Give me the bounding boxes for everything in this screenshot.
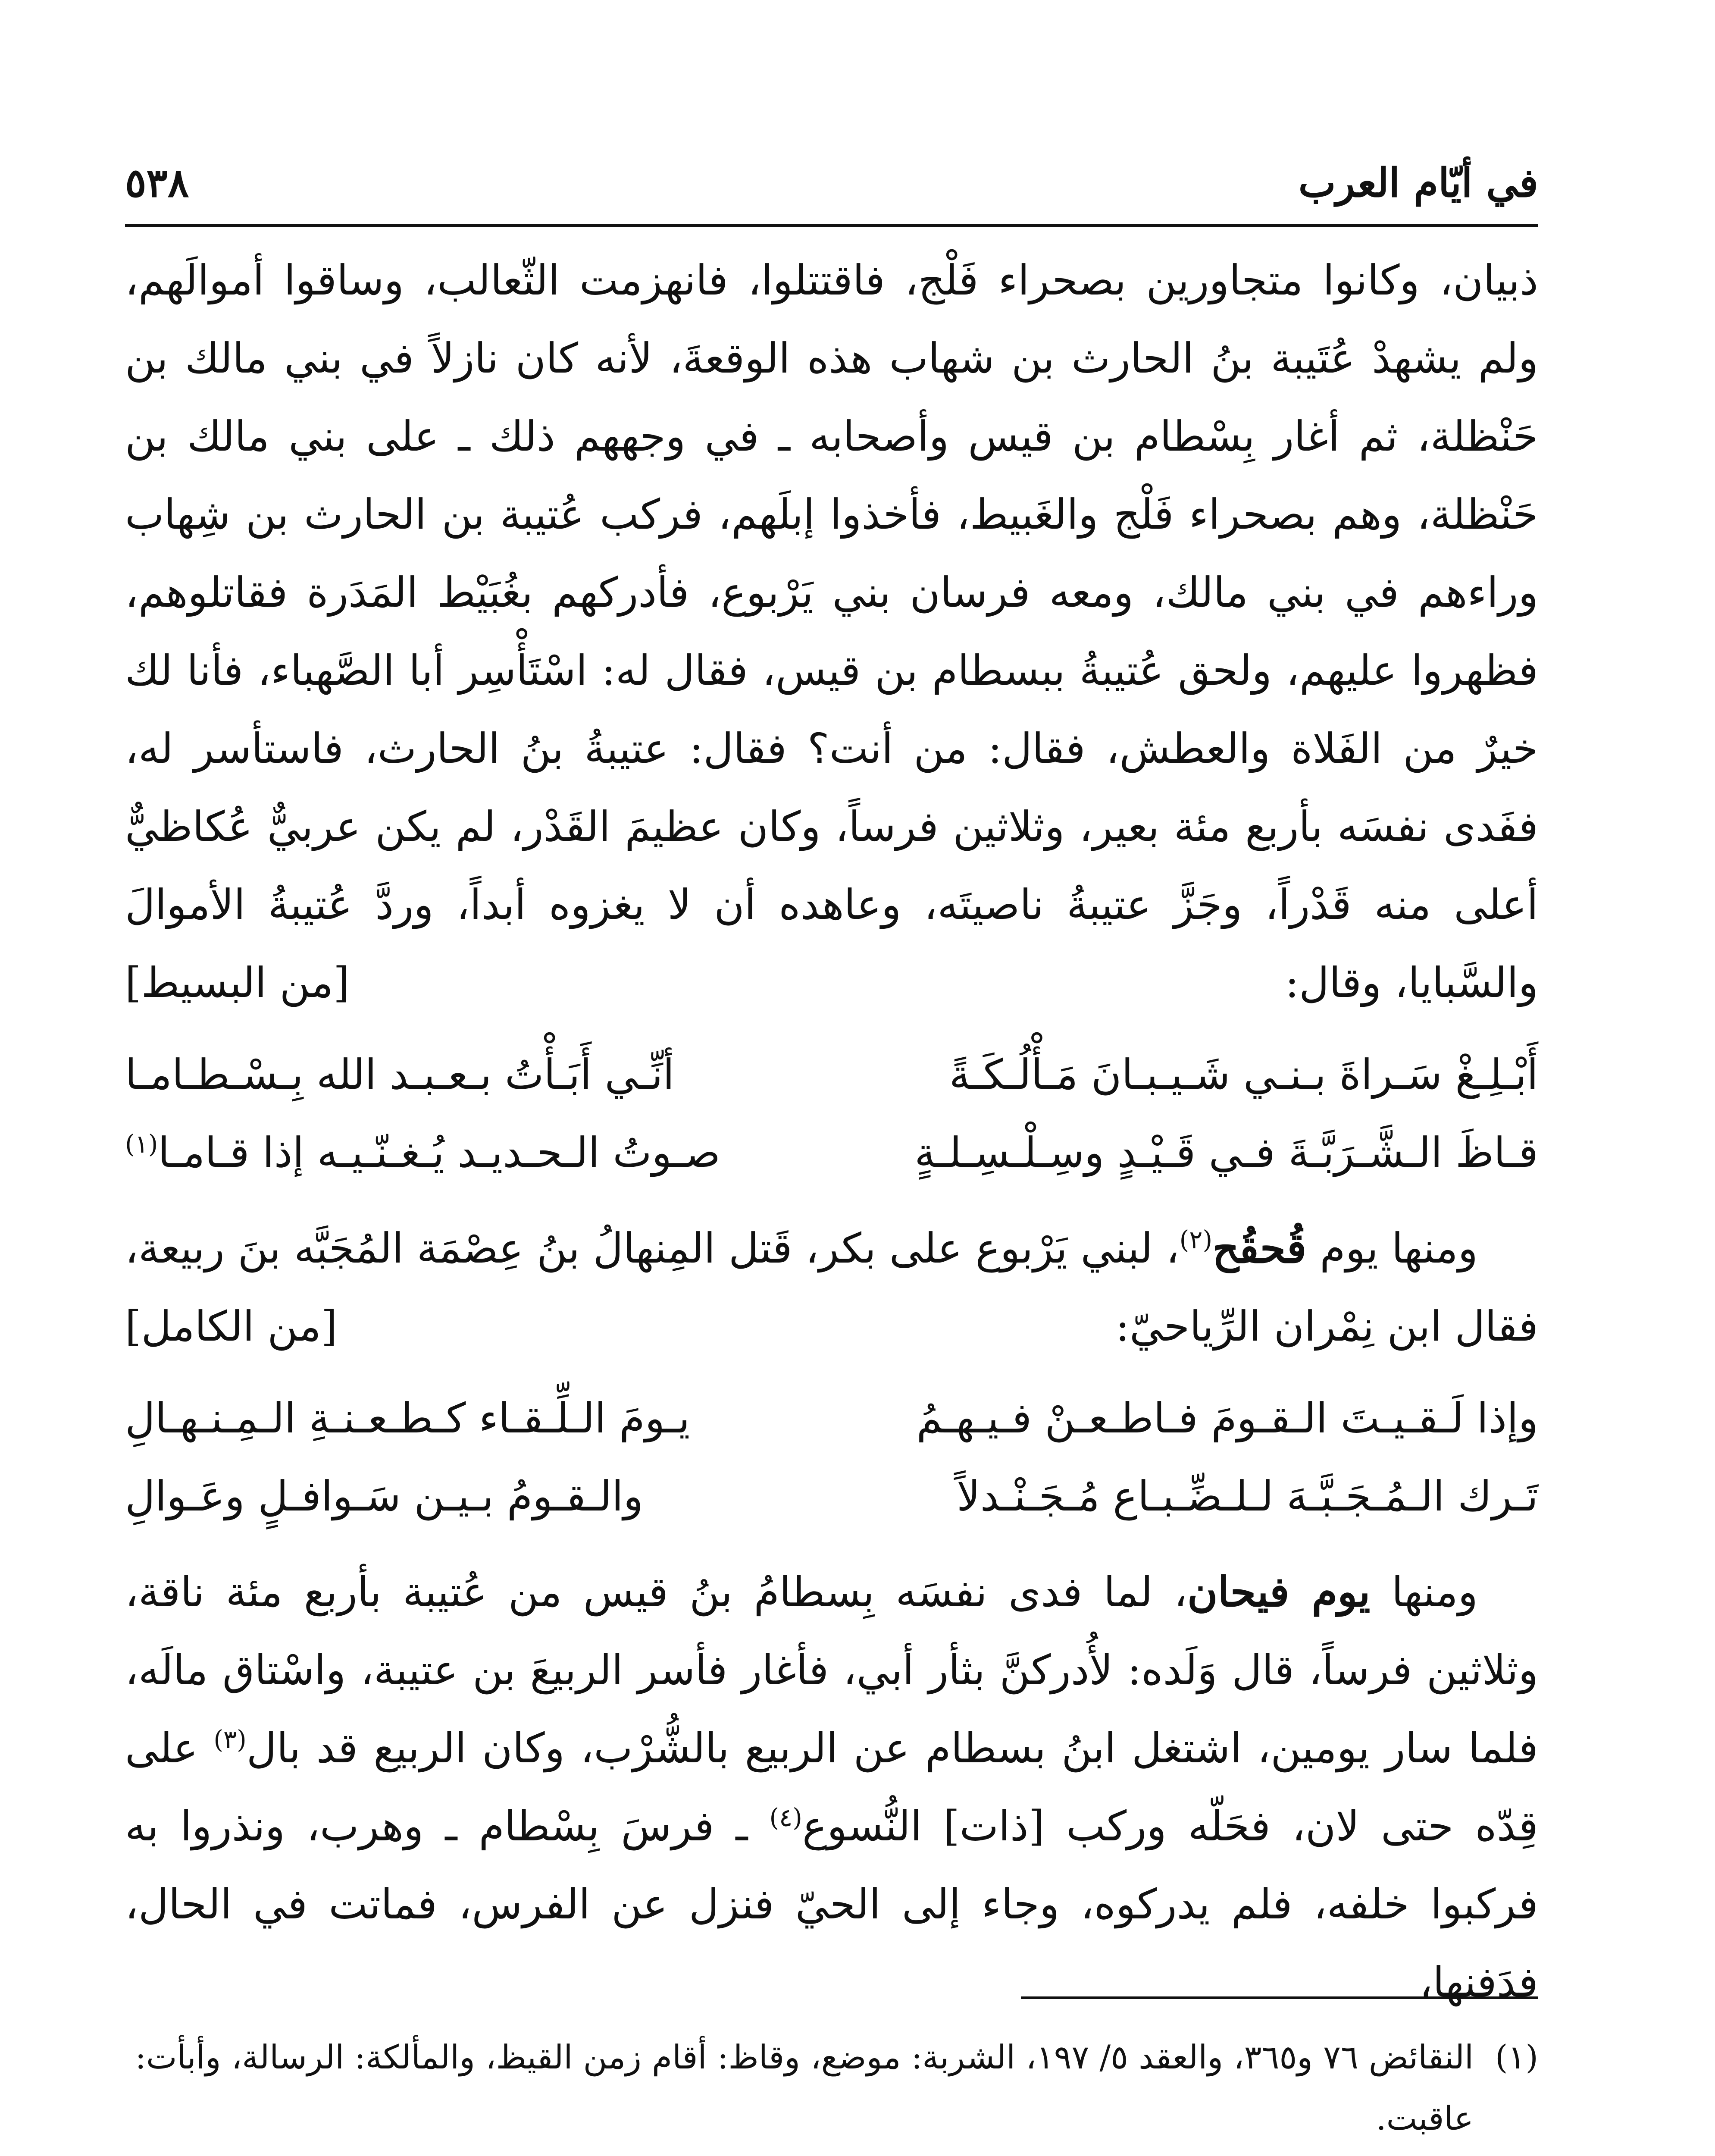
footnote-ref-2: (٢) (1179, 1225, 1213, 1254)
verse-second-hemistich (125, 1114, 761, 1192)
verse-block-2 (125, 1379, 1538, 1536)
paragraph-3-text-b: على قِدّه حتى لان، فحَلّه وركب [ذات] النُّسوع (125, 1724, 1539, 1850)
running-head: في أيّام العرب (1298, 160, 1538, 206)
verse-first-hemistich: وإذا لَـقـيـتَ الـقـومَ فـاطـعـنْ فـيـهـمُ (916, 1394, 1538, 1442)
footnote-number: (١) (1495, 2038, 1538, 2076)
verse-second-hemistich: والـقـومُ بـيـن سَـوافـلٍ وعَـوالِ (125, 1472, 644, 1520)
verse-line (125, 1114, 1538, 1192)
verse-second-hemistich: أنِّـي أَبَـأْتُ بـعـبـد الله بِـسْـطـامـا (125, 1050, 675, 1099)
footnote-ref-1: (١) (125, 1129, 158, 1159)
day-name-fayhan: يوم فيحان (1187, 1567, 1371, 1616)
page-number: ٥٣٨ (125, 160, 189, 206)
footnote-rule (1021, 1996, 1538, 1999)
paragraph-1 (125, 241, 1538, 1022)
day-name-qahqah: قُحقُح (1212, 1224, 1307, 1272)
meter-label-basit: [من البسيط] (125, 959, 350, 1007)
paragraph-3-lead: ومنها (1391, 1568, 1478, 1616)
paragraph-1-text: ذبيان، وكانوا متجاورين بصحراء فَلْج، فاقتتلوا، فانهزمت الثّعالب، وساقوا أموالَهم، ولم يشهدْ عُتَيبة بنُ الحارث بن شهاب هذه الوقعةَ، لأنه كان نازلاً في بني مالك بن حَنْظلة، ثم أغار بِسْطام بن قيس وأصحابه ـ في وجههم ذلك ـ على بني مالك بن حَنْظلة، وهم بصحراء فَلْج والغَبيط، فأخذوا إبلَهم، فركب عُتيبة بن الحارث بن شِهاب وراءهم في بني مالك، ومعه فرسان بني يَرْبوع، فأدركهم بغُبَيْط المَدَرة فقاتلوهم، فظهروا عليهم، ولحق عُتيبةُ ببسطام بن قيس، فقال له: اسْتَأْسِر أبا الصَّهباء، فأنا لك خيرٌ من الفَلاة والعطش، فقال: من أنت؟ فقال: عتيبةُ بنُ الحارث، فاستأسر له، ففَدى نفسَه بأربع مئة بعير، وثلاثين فرساً، وكان عظيمَ القَدْر، لم يكن عربيٌّ عُكاظيٌّ أعلى منه قَدْراً، وجَزَّ عتيبةُ ناصيتَه، وعاهده أن لا يغزوه أبداً، وردَّ عُتيبةُ الأموالَ والسَّبايا، وقال: (125, 256, 1539, 1007)
verse-second-hemistich: يـومَ الـلِّـقـاء كـطـعـنـةِ الـمِـنـهـالِ (125, 1394, 690, 1442)
verse-first-hemistich: أَبْـلِـغْ سَـراةَ بـنـي شَـيـبـانَ مَـأْلُـكَـةً (949, 1050, 1538, 1099)
footnote-ref-4: (٤) (769, 1803, 802, 1832)
meter-label-kamil: [من الكامل] (125, 1302, 338, 1351)
paragraph-2 (125, 1209, 1538, 1366)
main-text (125, 241, 1538, 2021)
header-rule (125, 224, 1538, 227)
verse-first-hemistich: تَـرك الـمُـجَـبَّـهَ لـلـضِّـبـاع مُـجَـنْـدلاً (957, 1472, 1538, 1520)
paragraph-3 (125, 1553, 1538, 2021)
verse-first-hemistich: قـاظَ الـشَّـرَبَّـةَ فـي قَـيْـدٍ وسِـلْـسِـلـةٍ (914, 1128, 1538, 1177)
verse-second-hemistich-text: صـوتُ الـحـديـد يُـغـنّـيـه إذا قـامـا (158, 1128, 720, 1177)
page-header (125, 142, 1538, 216)
paragraph-2-text: ، لبني يَرْبوع على بكر، قَتل المِنهالُ بنُ عِصْمَة المُجَبَّه بنَ ربيعة، فقال ابن نِمْران الرِّياحيّ: (125, 1224, 1538, 1351)
footnotes (125, 2027, 1538, 2156)
paragraph-3-text-a: ، لما فدى نفسَه بِسطامُ بنُ قيس من عُتيبة بأربع مئة ناقة، وثلاثين فرساً، قال وَلَده: لأُدركنَّ بثأر أبي، فأغار فأسر الربيعَ بن عتيبة، واسْتاق مالَه، فلما سار يومين، اشتغل ابنُ بسطام عن الربيع بالشُّرْب، وكان الربيع قد بال (125, 1568, 1539, 1772)
footnote-ref-3: (٣) (213, 1725, 247, 1754)
verse-line (125, 1379, 1538, 1457)
paragraph-3-text-c: ـ فرسَ بِسْطام ـ وهرب، ونذروا به فركبوا خلفه، فلم يدركوه، وجاء إلى الحيّ فنزل عن الفرس، فماتت في الحال، فدَفنها، (125, 1802, 1538, 2006)
paragraph-2-lead: ومنها يوم (1320, 1224, 1478, 1272)
footnote-1 (125, 2027, 1538, 2149)
verse-block-1 (125, 1036, 1538, 1192)
verse-line (125, 1457, 1538, 1536)
verse-line (125, 1036, 1538, 1114)
footnote-text: النقائض ٧٦ و٣٦٥، والعقد ٥/ ١٩٧، الشربة: موضع، وقاظ: أقام زمن القيظ، والمألكة: الرسالة، وأبأت: عاقبت. (135, 2038, 1474, 2137)
